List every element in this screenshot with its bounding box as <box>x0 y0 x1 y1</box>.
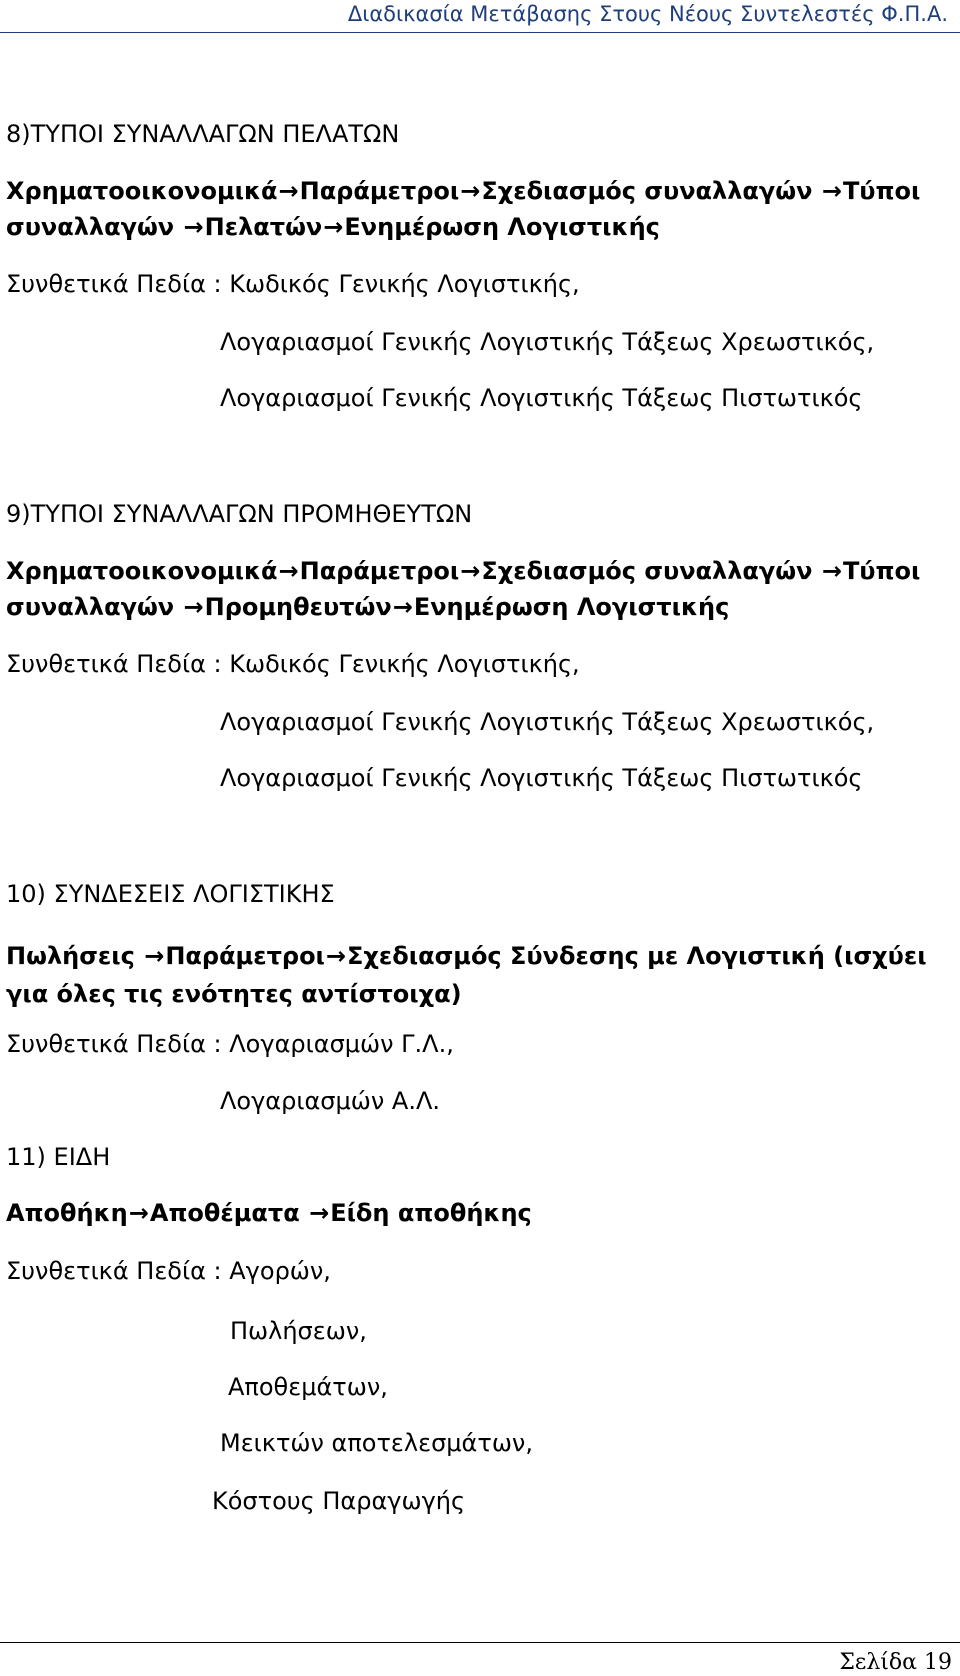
fields-label: Συνθετικά Πεδία : <box>6 650 230 678</box>
field-item: Κωδικός Γενικής Λογιστικής, <box>229 650 580 678</box>
section-11-heading: 11) ΕΙΔΗ <box>6 1143 111 1171</box>
section-11-path <box>6 1199 532 1227</box>
arrow-icon: → <box>392 593 413 621</box>
running-header: Διαδικασία Μετάβασης Στους Νέους Συντελεστές Φ.Π.Α. <box>347 2 948 26</box>
arrow-icon: → <box>325 942 347 970</box>
path-step: Αποθέματα <box>149 1199 309 1227</box>
field-item: Λογαριασμοί Γενικής Λογιστικής Τάξεως Χρεωστικός, <box>220 708 875 736</box>
path-step-part: συναλλαγών <box>6 213 183 241</box>
path-step-part: Τύποι <box>842 177 921 205</box>
section-9-heading: 9)ΤΥΠΟΙ ΣΥΝΑΛΛΑΓΩΝ ΠΡΟΜΗΘΕΥΤΩΝ <box>6 500 473 528</box>
arrow-icon: → <box>309 1199 330 1227</box>
path-step: Σχεδιασμός συναλλαγών <box>481 557 821 585</box>
field-item: Λογαριασμοί Γενικής Λογιστικής Τάξεως Χρεωστικός, <box>220 328 875 356</box>
arrow-icon: → <box>323 213 344 241</box>
fields-label: Συνθετικά Πεδία : <box>6 270 230 298</box>
field-item: Κόστους Παραγωγής <box>212 1487 466 1515</box>
path-step: Παράμετροι <box>165 942 325 970</box>
page-number: Σελίδα 19 <box>839 1650 952 1675</box>
field-item: Αποθεμάτων, <box>228 1373 388 1401</box>
field-item: Λογαριασμοί Γενικής Λογιστικής Τάξεως Πιστωτικός <box>220 384 863 412</box>
path-step: Ενημέρωση Λογιστικής <box>413 593 730 621</box>
arrow-icon: → <box>144 942 165 970</box>
field-item: Κωδικός Γενικής Λογιστικής, <box>229 270 580 298</box>
field-item: Λογαριασμοί Γενικής Λογιστικής Τάξεως Πιστωτικός <box>220 764 863 792</box>
section-11-fields-line-1 <box>6 1257 331 1285</box>
footer-rule <box>0 1642 960 1643</box>
section-10-heading: 10) ΣΥΝΔΕΣΕΙΣ ΛΟΓΙΣΤΙΚΗΣ <box>6 880 335 908</box>
path-step: Πελατών <box>204 213 323 241</box>
path-step: Είδη αποθήκης <box>330 1199 532 1227</box>
path-step: Σχεδιασμός Σύνδεσης με Λογιστική (ισχύει για όλες τις ενότητες αντίστοιχα) <box>6 942 927 1008</box>
arrow-icon: → <box>821 557 842 585</box>
section-9-path-line-2 <box>6 593 729 621</box>
path-step: Χρηματοοικονομικά <box>6 177 278 205</box>
field-item: Αγορών, <box>229 1257 331 1285</box>
fields-label: Συνθετικά Πεδία : <box>6 1257 230 1285</box>
section-8-path-line-2 <box>6 213 660 241</box>
field-item: Πωλήσεων, <box>230 1317 367 1345</box>
path-step: Προμηθευτών <box>204 593 392 621</box>
arrow-icon: → <box>460 177 481 205</box>
arrow-icon: → <box>460 557 481 585</box>
path-step-part: συναλλαγών <box>6 593 183 621</box>
section-8-fields-line-1 <box>6 270 580 298</box>
path-step: Παράμετροι <box>299 557 460 585</box>
arrow-icon: → <box>128 1199 149 1227</box>
path-step: Σχεδιασμός συναλλαγών <box>481 177 821 205</box>
header-rule <box>0 32 960 33</box>
arrow-icon: → <box>278 557 299 585</box>
path-step: Χρηματοοικονομικά <box>6 557 278 585</box>
field-item: Μεικτών αποτελεσμάτων, <box>220 1429 533 1457</box>
arrow-icon: → <box>278 177 299 205</box>
fields-label: Συνθετικά Πεδία : <box>6 1030 230 1058</box>
path-step: Ενημέρωση Λογιστικής <box>344 213 660 241</box>
section-10-fields-line-1 <box>6 1030 454 1058</box>
path-step: Πωλήσεις <box>6 942 144 970</box>
section-8-heading: 8)ΤΥΠΟΙ ΣΥΝΑΛΛΑΓΩΝ ΠΕΛΑΤΩΝ <box>6 120 400 148</box>
arrow-icon: → <box>183 213 204 241</box>
section-9-fields-line-1 <box>6 650 580 678</box>
section-9-path-line-1 <box>6 557 920 585</box>
path-step: Παράμετροι <box>299 177 460 205</box>
field-item: Λογαριασμών Α.Λ. <box>220 1087 441 1115</box>
field-item: Λογαριασμών Γ.Λ., <box>229 1030 454 1058</box>
section-10-path <box>6 937 936 1013</box>
path-step-part: Τύποι <box>842 557 921 585</box>
section-8-path-line-1 <box>6 177 920 205</box>
arrow-icon: → <box>183 593 204 621</box>
arrow-icon: → <box>821 177 842 205</box>
path-step: Αποθήκη <box>6 1199 128 1227</box>
